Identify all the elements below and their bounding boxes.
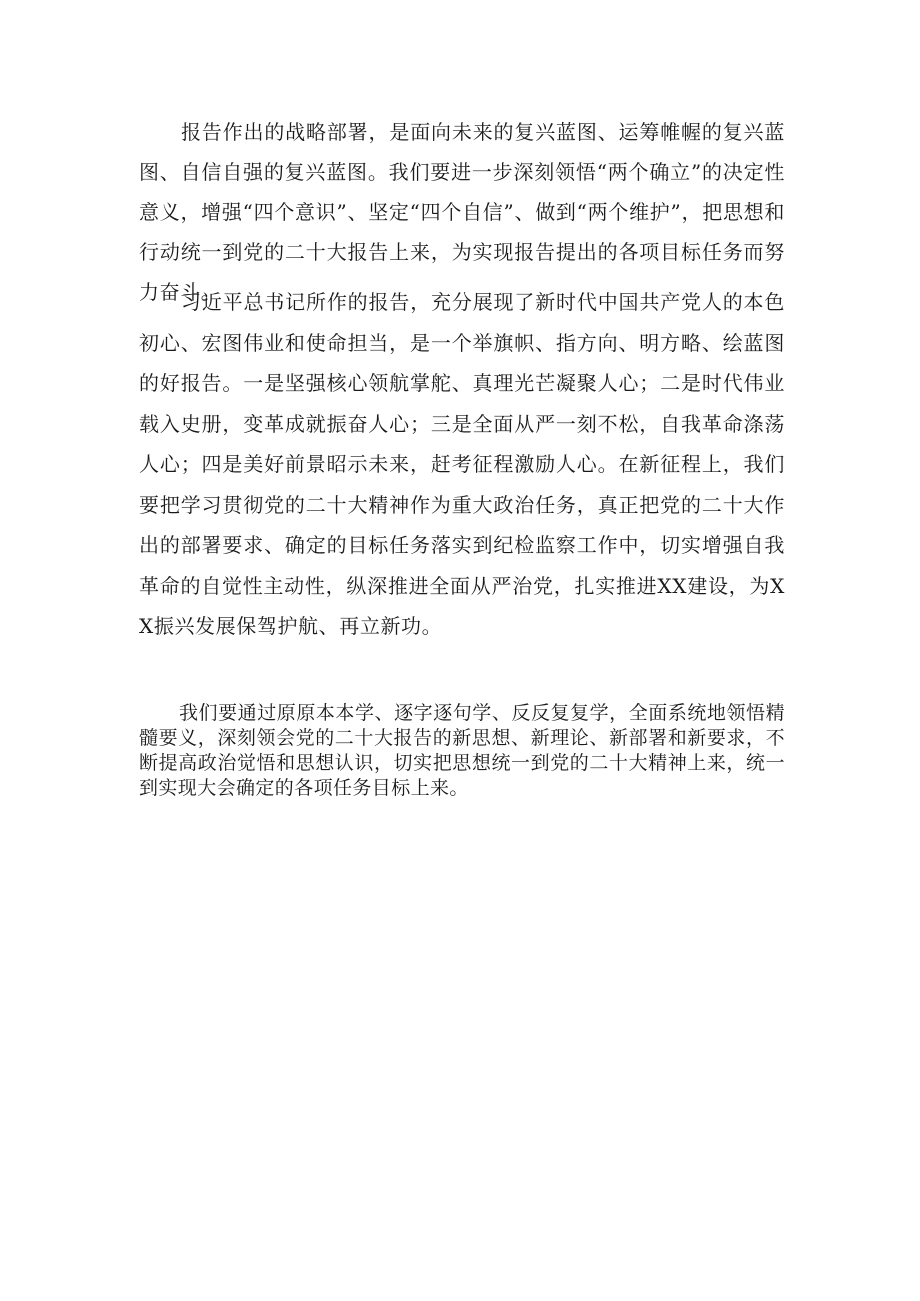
paragraph-3: 我们要通过原原本本学、逐字逐句学、反反复复学，全面系统地领悟精髓要义，深刻领会党的二十大报告的新思想、新理论、新部署和新要求，不断提高政治觉悟和思想认识，切实把思想统一到党的二十大精神上来，统一到实现大会确定的各项任务目标上来。 <box>139 702 785 799</box>
paragraph-2: 习近平总书记所作的报告，充分展现了新时代中国共产党人的本色初心、宏图伟业和使命担当，是一个举旗帜、指方向、明方略、绘蓝图的好报告。一是坚强核心领航掌舵、真理光芒凝聚人心；二是时代伟业载入史册，变革成就振奋人心；三是全面从严一刻不松，自我革命涤荡人心；四是美好前景昭示未来，赶考征程激励人心。在新征程上，我们要把学习贯彻党的二十大精神作为重大政治任务，真正把党的二十大作出的部署要求、确定的目标任务落实到纪检监察工作中，切实增强自我革命的自觉性主动性，纵深推进全面从严治党，扎实推进XX建设，为XX振兴发展保驾护航、再立新功。 <box>139 290 785 638</box>
paragraph-1: 报告作出的战略部署，是面向未来的复兴蓝图、运筹帷幄的复兴蓝图、自信自强的复兴蓝图。我们要进一步深刻领悟“两个确立”的决定性意义，增强“四个意识”、坚定“四个自信”、做到“两个维护”，把思想和行动统一到党的二十大报告上来，为实现报告提出的各项目标任务而努力奋斗。 <box>139 120 785 304</box>
